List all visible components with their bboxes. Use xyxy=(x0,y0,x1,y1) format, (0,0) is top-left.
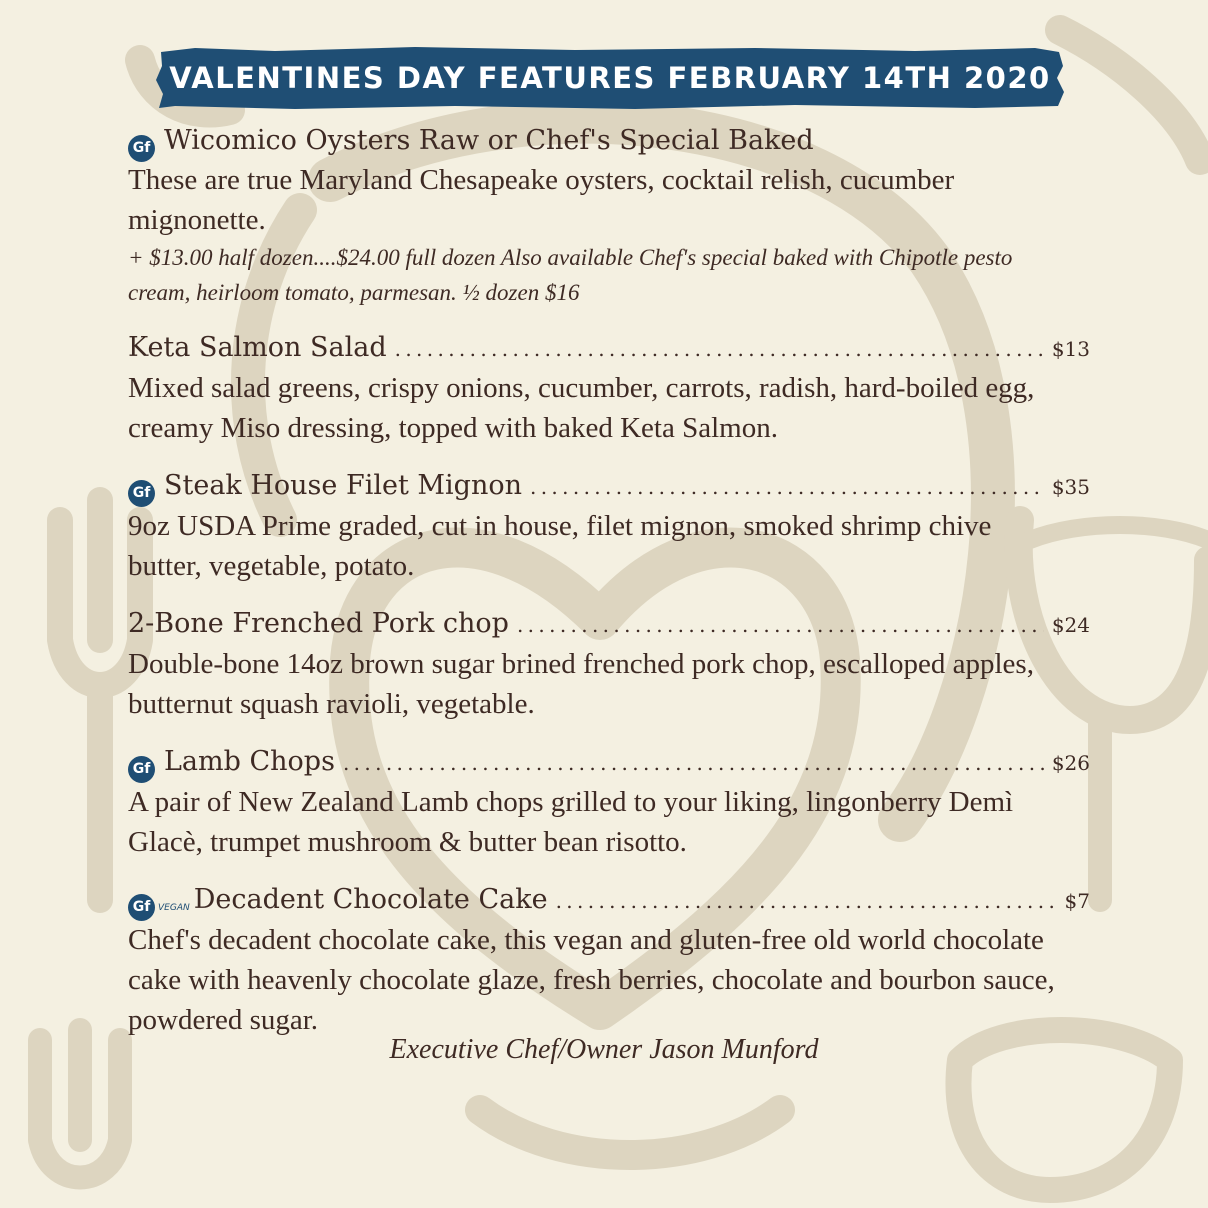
item-description: Double-bone 14oz brown sugar brined frenched pork chop, escalloped apples, butternut squash ravioli, vegetable. xyxy=(128,648,1034,720)
item-description: Mixed salad greens, crispy onions, cucumber, carrots, radish, hard-boiled egg, creamy Miso dressing, topped with baked Keta Salmon. xyxy=(128,372,1035,444)
menu-list xyxy=(128,122,1090,1059)
item-name: Keta Salmon Salad xyxy=(128,332,387,363)
item-name: Wicomico Oysters Raw or Chef's Special Baked xyxy=(164,125,814,156)
item-name: Steak House Filet Mignon xyxy=(164,470,522,501)
menu-item-salmon xyxy=(128,329,1090,448)
item-name: Decadent Chocolate Cake xyxy=(193,884,548,915)
item-price: $26 xyxy=(1051,751,1090,775)
item-price: $7 xyxy=(1064,889,1090,913)
item-description: 9oz USDA Prime graded, cut in house, filet mignon, smoked shrimp chive butter, vegetable, potato. xyxy=(128,510,992,582)
vegan-icon: VEGAN xyxy=(158,903,190,913)
gluten-free-icon: Gf xyxy=(128,756,155,783)
chef-credit: Executive Chef/Owner Jason Munford xyxy=(389,1034,819,1065)
title-banner xyxy=(155,46,1065,110)
dot-leader xyxy=(530,468,1044,506)
menu-item-filet xyxy=(128,467,1090,586)
dot-leader xyxy=(517,606,1044,644)
dot-leader xyxy=(556,882,1057,920)
item-name: 2-Bone Frenched Pork chop xyxy=(128,608,509,639)
menu-item-lamb xyxy=(128,743,1090,862)
item-name: Lamb Chops xyxy=(164,746,335,777)
menu-item-oysters xyxy=(128,122,1090,310)
item-price: $24 xyxy=(1051,613,1090,637)
item-description: A pair of New Zealand Lamb chops grilled to your liking, lingonberry Demì Glacè, trumpet mushroom & butter bean risotto. xyxy=(128,786,1014,858)
menu-item-cake xyxy=(128,881,1090,1040)
page-title: VALENTINES DAY FEATURES FEBRUARY 14TH 2020 xyxy=(169,61,1051,95)
item-price: $35 xyxy=(1051,475,1090,499)
item-description: These are true Maryland Chesapeake oysters, cocktail relish, cucumber mignonette. xyxy=(128,164,955,236)
gluten-free-icon: Gf xyxy=(128,894,155,921)
menu-item-pork-chop xyxy=(128,605,1090,724)
item-price: $13 xyxy=(1051,337,1090,361)
dot-leader xyxy=(343,744,1044,782)
dot-leader xyxy=(395,330,1044,368)
gluten-free-icon: Gf xyxy=(128,480,155,507)
gluten-free-icon: Gf xyxy=(128,135,155,162)
item-description: Chef's decadent chocolate cake, this vegan and gluten-free old world chocolate cake with heavenly chocolate glaze, fresh berries, chocolate and bourbon sauce, powdered sugar. xyxy=(128,924,1055,1036)
item-price-note: + $13.00 half dozen....$24.00 full dozen Also available Chef's special baked with Chipotle pesto cream, heirloom tomato, parmesan. ½ dozen $16 xyxy=(128,245,1013,305)
